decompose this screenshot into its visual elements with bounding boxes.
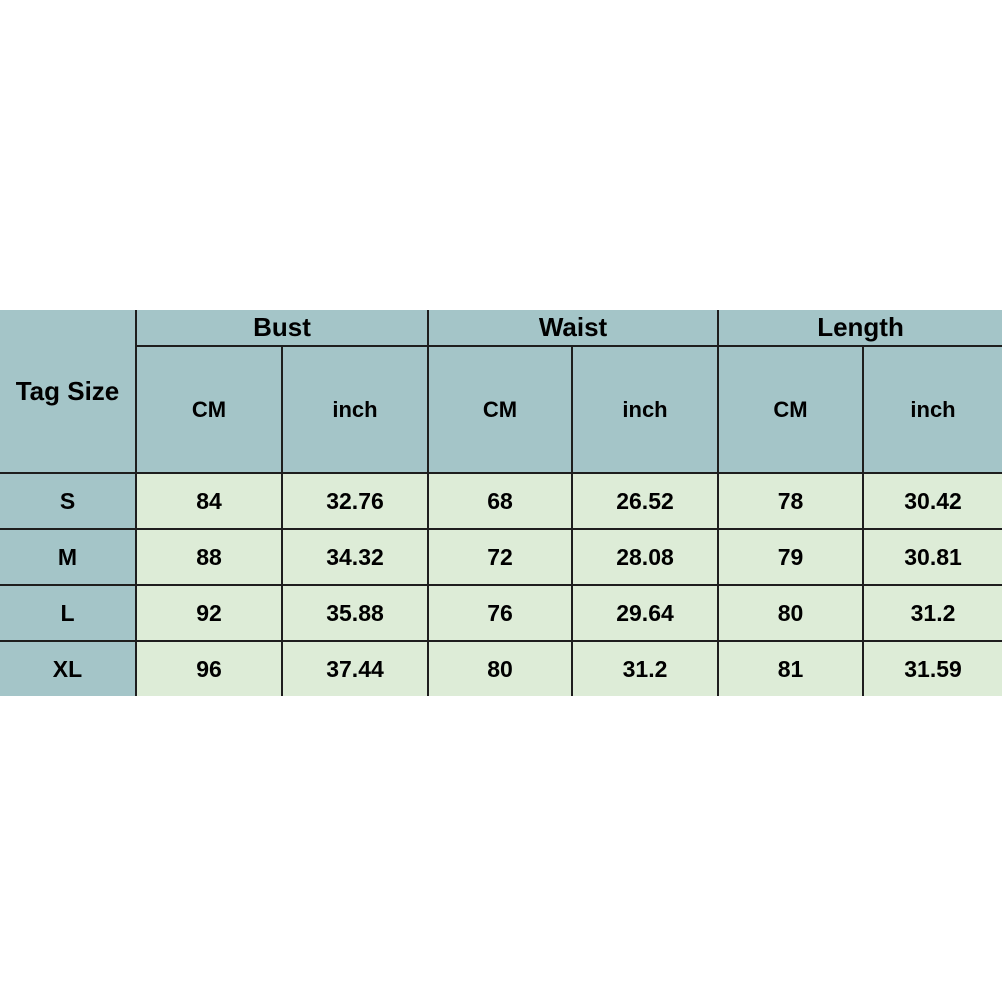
group-header-length: Length <box>718 310 1002 346</box>
table-row-m <box>0 529 1002 585</box>
table-cell-waist-cm: 68 <box>428 473 572 529</box>
unit-header-bust-cm: CM <box>136 346 282 473</box>
table-cell-bust-inch: 37.44 <box>282 641 428 696</box>
table-cell-length-cm: 78 <box>718 473 863 529</box>
table-cell-waist-inch: 29.64 <box>572 585 718 641</box>
table-cell-length-inch: 30.81 <box>863 529 1002 585</box>
table-cell-bust-cm: 96 <box>136 641 282 696</box>
group-header-waist: Waist <box>428 310 718 346</box>
unit-header-bust-inch: inch <box>282 346 428 473</box>
size-chart-table <box>0 310 1002 696</box>
table-cell-length-inch: 31.59 <box>863 641 1002 696</box>
table-cell-length-cm: 79 <box>718 529 863 585</box>
table-cell-bust-cm: 88 <box>136 529 282 585</box>
table-row-l <box>0 585 1002 641</box>
table-cell-length-inch: 31.2 <box>863 585 1002 641</box>
table-cell-bust-inch: 35.88 <box>282 585 428 641</box>
size-label-m: M <box>0 529 136 585</box>
group-header-row <box>0 310 1002 346</box>
table-cell-waist-cm: 76 <box>428 585 572 641</box>
table-cell-waist-inch: 28.08 <box>572 529 718 585</box>
corner-cell-tag-size: Tag Size <box>0 310 136 473</box>
unit-header-row <box>0 346 1002 473</box>
table-cell-bust-inch: 34.32 <box>282 529 428 585</box>
table-row-xl <box>0 641 1002 696</box>
table-cell-bust-cm: 84 <box>136 473 282 529</box>
unit-header-length-inch: inch <box>863 346 1002 473</box>
size-label-s: S <box>0 473 136 529</box>
table-cell-bust-inch: 32.76 <box>282 473 428 529</box>
table-cell-bust-cm: 92 <box>136 585 282 641</box>
group-header-bust: Bust <box>136 310 428 346</box>
size-label-l: L <box>0 585 136 641</box>
unit-header-length-cm: CM <box>718 346 863 473</box>
unit-header-waist-cm: CM <box>428 346 572 473</box>
table-cell-length-cm: 80 <box>718 585 863 641</box>
unit-header-waist-inch: inch <box>572 346 718 473</box>
table-cell-length-cm: 81 <box>718 641 863 696</box>
size-label-xl: XL <box>0 641 136 696</box>
table-row-s <box>0 473 1002 529</box>
table-cell-waist-cm: 80 <box>428 641 572 696</box>
table-cell-waist-cm: 72 <box>428 529 572 585</box>
table-cell-waist-inch: 26.52 <box>572 473 718 529</box>
table-cell-waist-inch: 31.2 <box>572 641 718 696</box>
table-cell-length-inch: 30.42 <box>863 473 1002 529</box>
